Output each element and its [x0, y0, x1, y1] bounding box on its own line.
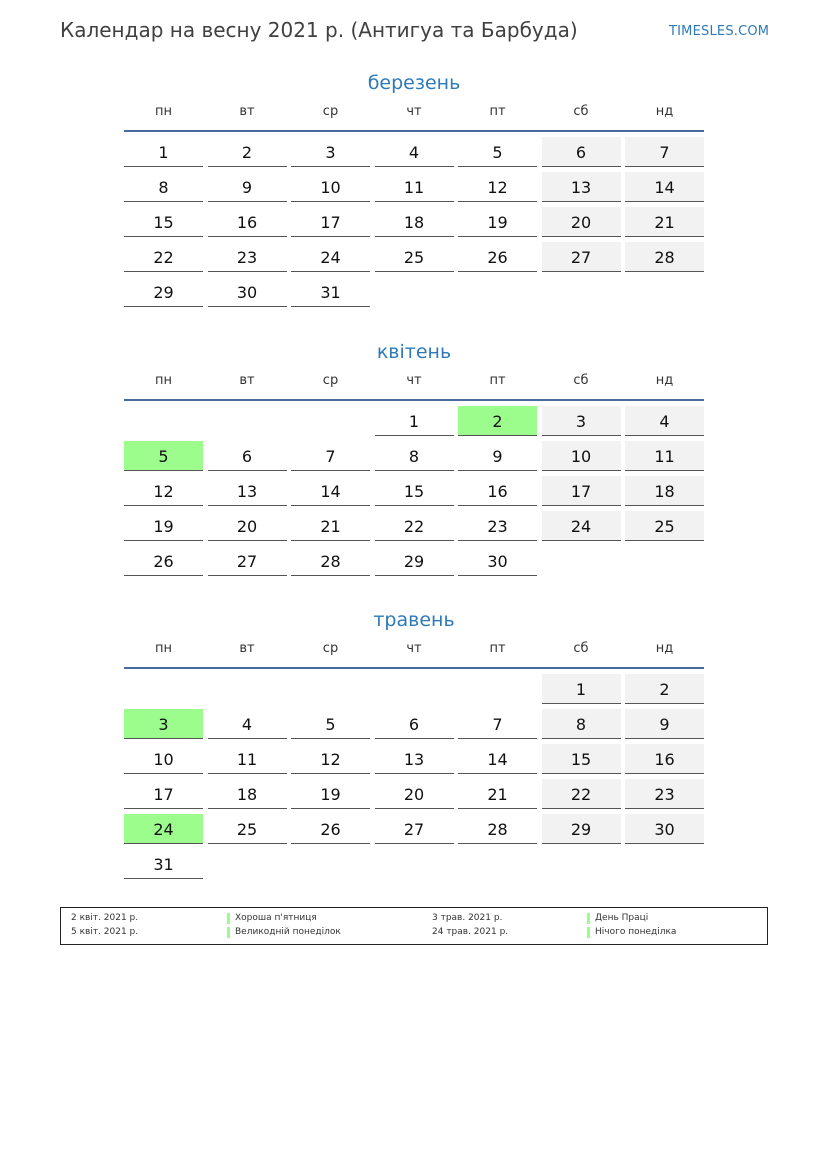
day-cell: 9: [458, 441, 537, 471]
empty-cell: [375, 674, 454, 704]
weekday-label: пт: [489, 104, 506, 119]
day-cell: 3: [291, 137, 370, 167]
day-cell: 26: [291, 814, 370, 844]
legend-date: 3 трав. 2021 р.: [432, 913, 503, 923]
day-cell: 2: [625, 674, 704, 704]
day-grid: [124, 406, 704, 576]
weekday-label: вт: [239, 373, 255, 388]
day-cell: 22: [124, 242, 203, 272]
weekday-label: пн: [155, 104, 172, 119]
holiday-day-cell: 5: [124, 441, 203, 471]
weekday-label: нд: [655, 104, 674, 119]
day-cell: 4: [375, 137, 454, 167]
day-cell: 22: [542, 779, 621, 809]
weekday-label: пт: [489, 373, 506, 388]
day-cell: 16: [208, 207, 287, 237]
day-cell: 4: [208, 709, 287, 739]
legend-holiday-name: День Праці: [595, 913, 649, 923]
day-cell: 9: [625, 709, 704, 739]
month-title: квітень: [376, 341, 452, 363]
day-cell: 27: [208, 546, 287, 576]
day-cell: 15: [375, 476, 454, 506]
day-cell: 12: [124, 476, 203, 506]
day-cell: 17: [124, 779, 203, 809]
day-cell: 30: [458, 546, 537, 576]
legend-date: 2 квіт. 2021 р.: [71, 913, 139, 923]
day-cell: 17: [291, 207, 370, 237]
legend-date: 24 трав. 2021 р.: [432, 927, 509, 937]
day-cell: 7: [291, 441, 370, 471]
weekday-label: пт: [489, 641, 506, 656]
empty-cell: [124, 674, 203, 704]
day-cell: 28: [291, 546, 370, 576]
day-cell: 29: [375, 546, 454, 576]
day-cell: 23: [208, 242, 287, 272]
day-grid: [124, 137, 704, 307]
holiday-marker: [227, 927, 230, 938]
month-april: [124, 337, 704, 576]
empty-cell: [208, 406, 287, 436]
day-cell: 8: [542, 709, 621, 739]
day-cell: 3: [542, 406, 621, 436]
weekday-label: сб: [573, 641, 589, 656]
weekday-label: ср: [322, 641, 339, 656]
day-cell: 27: [542, 242, 621, 272]
day-cell: 13: [542, 172, 621, 202]
weekday-label: ср: [322, 373, 339, 388]
day-cell: 17: [542, 476, 621, 506]
day-cell: 28: [625, 242, 704, 272]
weekday-label: пн: [155, 641, 172, 656]
day-cell: 14: [458, 744, 537, 774]
day-cell: 25: [208, 814, 287, 844]
day-cell: 16: [458, 476, 537, 506]
day-cell: 29: [542, 814, 621, 844]
day-cell: 18: [375, 207, 454, 237]
day-cell: 8: [375, 441, 454, 471]
day-cell: 11: [625, 441, 704, 471]
day-cell: 12: [458, 172, 537, 202]
day-cell: 24: [291, 242, 370, 272]
day-cell: 28: [458, 814, 537, 844]
day-cell: 13: [375, 744, 454, 774]
holiday-marker: [587, 927, 590, 938]
empty-cell: [291, 674, 370, 704]
day-cell: 7: [625, 137, 704, 167]
day-cell: 11: [208, 744, 287, 774]
day-cell: 1: [124, 137, 203, 167]
day-cell: 13: [208, 476, 287, 506]
month-title: травень: [373, 609, 455, 631]
day-cell: 15: [124, 207, 203, 237]
day-cell: 26: [458, 242, 537, 272]
weekday-label: ср: [322, 104, 339, 119]
day-cell: 4: [625, 406, 704, 436]
day-cell: 10: [291, 172, 370, 202]
day-cell: 1: [375, 406, 454, 436]
day-cell: 27: [375, 814, 454, 844]
day-cell: 5: [291, 709, 370, 739]
day-cell: 19: [291, 779, 370, 809]
day-cell: 12: [291, 744, 370, 774]
day-cell: 2: [208, 137, 287, 167]
weekday-label: чт: [406, 373, 422, 388]
day-cell: 21: [625, 207, 704, 237]
weekday-label: чт: [406, 641, 422, 656]
day-cell: 24: [542, 511, 621, 541]
day-cell: 30: [208, 277, 287, 307]
day-cell: 31: [124, 849, 203, 879]
weekday-label: пн: [155, 373, 172, 388]
weekday-header: [124, 102, 704, 132]
empty-cell: [208, 674, 287, 704]
day-cell: 10: [124, 744, 203, 774]
day-cell: 23: [458, 511, 537, 541]
day-cell: 25: [625, 511, 704, 541]
day-cell: 6: [208, 441, 287, 471]
holiday-day-cell: 3: [124, 709, 203, 739]
weekday-label: вт: [239, 104, 255, 119]
day-cell: 5: [458, 137, 537, 167]
day-cell: 16: [625, 744, 704, 774]
holiday-day-cell: 2: [458, 406, 537, 436]
empty-cell: [458, 674, 537, 704]
legend-holiday-name: Великодній понеділок: [235, 927, 341, 937]
day-cell: 11: [375, 172, 454, 202]
day-cell: 6: [542, 137, 621, 167]
day-cell: 19: [124, 511, 203, 541]
month-title: березень: [367, 72, 461, 94]
day-cell: 20: [542, 207, 621, 237]
weekday-label: нд: [655, 373, 674, 388]
month-march: [124, 68, 704, 307]
day-cell: 6: [375, 709, 454, 739]
day-cell: 18: [208, 779, 287, 809]
page-title: Календар на весну 2021 р. (Антигуа та Барбуда): [60, 18, 578, 42]
day-cell: 1: [542, 674, 621, 704]
weekday-header: [124, 371, 704, 401]
holiday-marker: [227, 913, 230, 924]
legend-date: 5 квіт. 2021 р.: [71, 927, 139, 937]
legend-holiday-name: Хороша п'ятниця: [235, 913, 317, 923]
day-cell: 7: [458, 709, 537, 739]
day-cell: 25: [375, 242, 454, 272]
month-may: [124, 605, 704, 879]
day-cell: 10: [542, 441, 621, 471]
brand-link[interactable]: TIMESLES.COM: [669, 24, 770, 39]
weekday-label: чт: [406, 104, 422, 119]
day-cell: 21: [291, 511, 370, 541]
empty-cell: [291, 406, 370, 436]
day-cell: 18: [625, 476, 704, 506]
weekday-label: сб: [573, 373, 589, 388]
day-cell: 26: [124, 546, 203, 576]
holiday-day-cell: 24: [124, 814, 203, 844]
day-cell: 31: [291, 277, 370, 307]
day-cell: 15: [542, 744, 621, 774]
day-cell: 14: [625, 172, 704, 202]
holiday-legend: [60, 907, 768, 945]
day-cell: 23: [625, 779, 704, 809]
empty-cell: [124, 406, 203, 436]
day-cell: 19: [458, 207, 537, 237]
day-cell: 14: [291, 476, 370, 506]
holiday-marker: [587, 913, 590, 924]
weekday-label: вт: [239, 641, 255, 656]
day-cell: 9: [208, 172, 287, 202]
day-cell: 20: [208, 511, 287, 541]
day-cell: 22: [375, 511, 454, 541]
day-cell: 30: [625, 814, 704, 844]
day-cell: 21: [458, 779, 537, 809]
day-cell: 29: [124, 277, 203, 307]
day-grid: [124, 674, 704, 879]
weekday-label: нд: [655, 641, 674, 656]
legend-holiday-name: Нічого понеділка: [595, 927, 677, 937]
weekday-label: сб: [573, 104, 589, 119]
day-cell: 20: [375, 779, 454, 809]
day-cell: 8: [124, 172, 203, 202]
weekday-header: [124, 639, 704, 669]
